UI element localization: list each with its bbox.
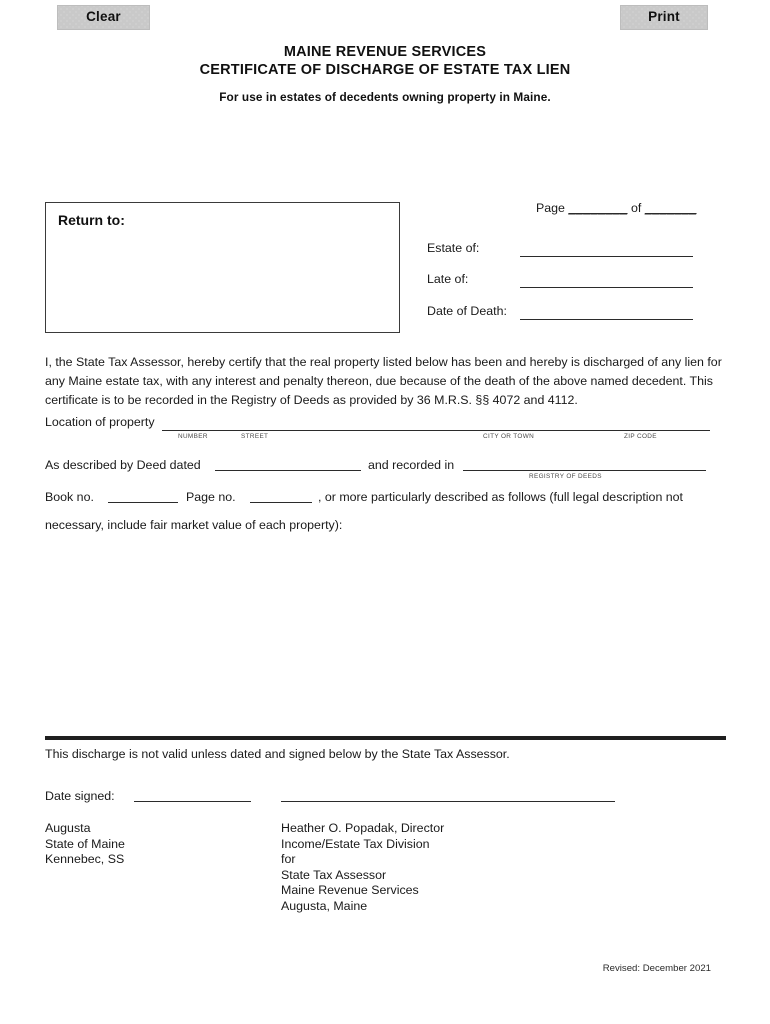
jurisdiction-block — [45, 821, 125, 868]
deed-dated-label: As described by Deed dated — [45, 458, 201, 472]
page-counter — [536, 201, 697, 215]
signer-block — [281, 821, 444, 915]
number-sublabel: NUMBER — [178, 433, 208, 440]
date-signed-label: Date signed: — [45, 789, 115, 803]
recorded-in-label: and recorded in — [368, 458, 455, 472]
jurisdiction-line: State of Maine — [45, 836, 125, 851]
date-of-death-input[interactable] — [520, 319, 693, 320]
registry-of-deeds-input[interactable] — [463, 470, 706, 471]
page-counter-middle: of — [631, 201, 642, 215]
signature-input[interactable] — [281, 801, 615, 802]
certification-paragraph: I, the State Tax Assessor, hereby certify that the real property listed below has been and hereby is discharged of any lien for any Maine estate tax, with any interest and penalty thereon, due because of the death of the above named decedent. This certificate is to be recorded in the Registry of Deeds as provided by 36 M.R.S. §§ 4072 and 4112. — [45, 355, 722, 408]
date-signed-input[interactable] — [134, 801, 251, 802]
late-of-input[interactable] — [520, 287, 693, 288]
signer-line: Maine Revenue Services — [281, 883, 419, 898]
registry-of-deeds-sublabel: REGISTRY OF DEEDS — [529, 473, 602, 480]
description-instruction-line2: necessary, include fair market value of each property): — [45, 518, 343, 532]
page-total-input[interactable]: _______ — [644, 201, 697, 215]
estate-of-input[interactable] — [520, 256, 693, 257]
section-divider — [45, 736, 726, 740]
page-title: CERTIFICATE OF DISCHARGE OF ESTATE TAX LIEN — [199, 62, 571, 78]
revision-date: Revised: December 2021 — [602, 963, 711, 974]
signer-line: Heather O. Popadak, Director — [281, 821, 445, 835]
jurisdiction-line: Augusta — [45, 821, 91, 835]
deed-date-input[interactable] — [215, 470, 361, 471]
signer-line: Income/Estate Tax Division — [281, 836, 430, 851]
location-of-property-label: Location of property — [45, 415, 155, 429]
estate-of-label: Estate of: — [427, 241, 480, 255]
page-counter-prefix: Page — [536, 201, 565, 215]
city-or-town-sublabel: CITY OR TOWN — [483, 433, 535, 440]
print-button[interactable]: Print — [620, 5, 708, 30]
zip-code-sublabel: ZIP CODE — [624, 433, 657, 440]
page-number-input[interactable]: ________ — [568, 201, 628, 215]
clear-button[interactable]: Clear — [57, 5, 150, 30]
book-no-input[interactable] — [108, 502, 178, 503]
location-of-property-input[interactable] — [162, 430, 710, 431]
jurisdiction-line: Kennebec, SS — [45, 852, 125, 867]
signer-line: State Tax Assessor — [281, 867, 387, 882]
validity-note: This discharge is not valid unless dated and signed below by the State Tax Assessor. — [45, 747, 510, 761]
page-no-input[interactable] — [250, 502, 312, 503]
book-no-label: Book no. — [45, 490, 94, 504]
late-of-label: Late of: — [427, 272, 469, 286]
page-no-label: Page no. — [186, 490, 236, 504]
return-to-label: Return to: — [58, 212, 125, 228]
date-of-death-label: Date of Death: — [427, 304, 507, 318]
street-sublabel: STREET — [241, 433, 269, 440]
page-subtitle: For use in estates of decedents owning property in Maine. — [219, 90, 551, 104]
signer-line: Augusta, Maine — [281, 898, 368, 913]
agency-name: MAINE REVENUE SERVICES — [283, 44, 487, 60]
description-instruction-line1: , or more particularly described as follows (full legal description not — [318, 490, 683, 504]
return-address-box[interactable] — [45, 202, 400, 333]
signer-line: for — [281, 852, 296, 867]
